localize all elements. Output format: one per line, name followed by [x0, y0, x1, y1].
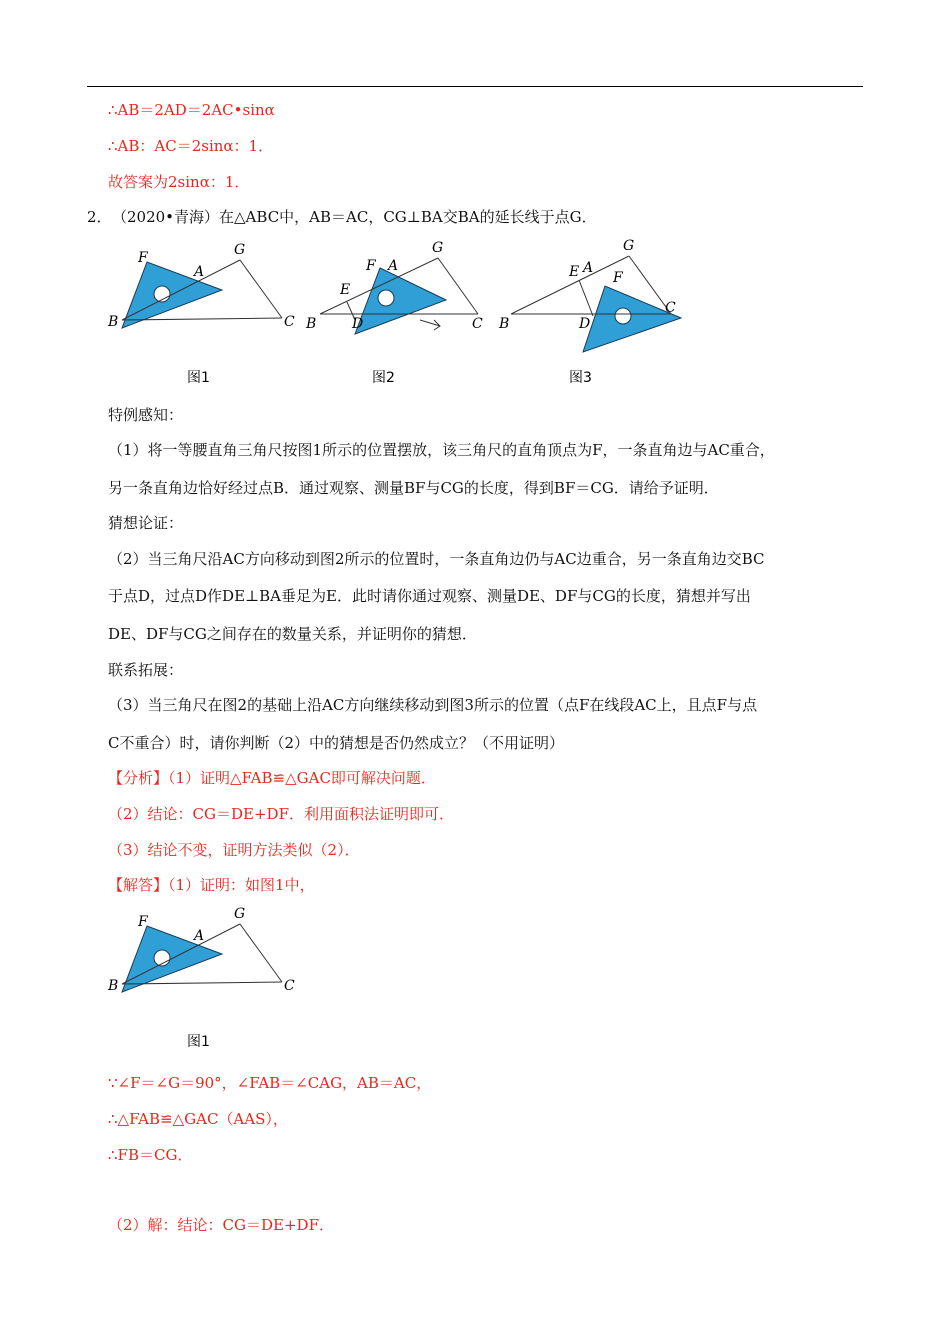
part2-line-c: DE、DF与CG之间存在的数量关系，并证明你的猜想． [108, 625, 477, 643]
label-E: E [569, 264, 580, 280]
part3-line-b: C不重合）时，请你判断（2）中的猜想是否仍然成立？（不用证明） [108, 734, 565, 752]
part1-line-a: （1）将一等腰直角三角尺按图1所示的位置摆放，该三角尺的直角顶点为F，一条直角边与AC重合， [108, 441, 775, 459]
section-guess: 猜想论证： [108, 514, 184, 532]
part2-line-b: 于点D，过点D作DE⊥BA垂足为E．此时请你通过观察、测量DE、DF与CG的长度，猜想并写出 [108, 587, 751, 605]
label-A: A [194, 928, 205, 944]
label-D: D [579, 316, 591, 332]
figure-1-caption: 图1 [187, 370, 210, 386]
label-G: G [623, 238, 635, 254]
answer-line-2: ∴AB：AC＝2sinα：1． [108, 137, 274, 155]
analysis-1: 【分析】（1）证明△FAB≌△GAC即可解决问题． [108, 769, 436, 787]
label-D: D [352, 316, 364, 332]
part2-line-a: （2）当三角尺沿AC方向移动到图2所示的位置时，一条直角边仍与AC边重合，另一条直角边交BC [108, 550, 765, 568]
part2-solution: （2）解：结论：CG＝DE+DF． [108, 1216, 334, 1234]
figure-2 [300, 240, 500, 335]
set-square [583, 286, 681, 352]
set-square-hole [615, 308, 631, 324]
figure-3 [495, 236, 695, 356]
label-B: B [499, 316, 510, 332]
label-A: A [194, 264, 205, 280]
label-A: A [583, 260, 594, 276]
section-special: 特例感知： [108, 406, 184, 424]
analysis-2: （2）结论：CG＝DE+DF．利用面积法证明即可． [108, 805, 454, 823]
label-G: G [234, 242, 246, 258]
label-C: C [665, 300, 676, 316]
label-F: F [138, 914, 148, 930]
label-F: F [366, 258, 376, 274]
solution-1: 【解答】（1）证明：如图1中， [108, 876, 315, 894]
analysis-3: （3）结论不变，证明方法类似（2）． [108, 841, 360, 859]
proof-line-1: ∵∠F＝∠G＝90°，∠FAB＝∠CAG，AB＝AC， [108, 1074, 432, 1092]
label-A: A [388, 258, 399, 274]
question-stem: （2020•青海）在△ABC中，AB＝AC，CG⊥BA交BA的延长线于点G． [112, 208, 597, 226]
label-C: C [284, 314, 295, 330]
label-B: B [108, 314, 119, 330]
label-F: F [613, 270, 623, 286]
question-number: 2． [87, 208, 112, 226]
label-G: G [432, 240, 444, 256]
set-square-hole [378, 290, 394, 306]
section-extend: 联系拓展： [108, 661, 184, 679]
label-B: B [306, 316, 317, 332]
move-arrow-icon [420, 320, 440, 330]
figure-3-caption: 图3 [569, 370, 592, 386]
label-F: F [138, 250, 148, 266]
figure-2-caption: 图2 [372, 370, 395, 386]
proof-line-2: ∴△FAB≌△GAC（AAS）， [108, 1110, 288, 1128]
answer-line-3: 故答案为2sinα：1． [108, 173, 250, 191]
figure-1 [100, 240, 300, 335]
label-E: E [340, 282, 351, 298]
figure-1-solution-caption: 图1 [187, 1034, 210, 1050]
label-C: C [284, 978, 295, 994]
proof-line-3: ∴FB＝CG． [108, 1146, 193, 1164]
figure-1-solution [100, 904, 300, 999]
label-G: G [234, 906, 246, 922]
label-C: C [472, 316, 483, 332]
answer-line-1: ∴AB＝2AD＝2AC•sinα [108, 101, 275, 119]
header-rule [87, 86, 863, 87]
part1-line-b: 另一条直角边恰好经过点B．通过观察、测量BF与CG的长度，得到BF＝CG．请给予证明． [108, 479, 719, 497]
label-B: B [108, 978, 119, 994]
part3-line-a: （3）当三角尺在图2的基础上沿AC方向继续移动到图3所示的位置（点F在线段AC上，且点F与点 [108, 696, 758, 714]
